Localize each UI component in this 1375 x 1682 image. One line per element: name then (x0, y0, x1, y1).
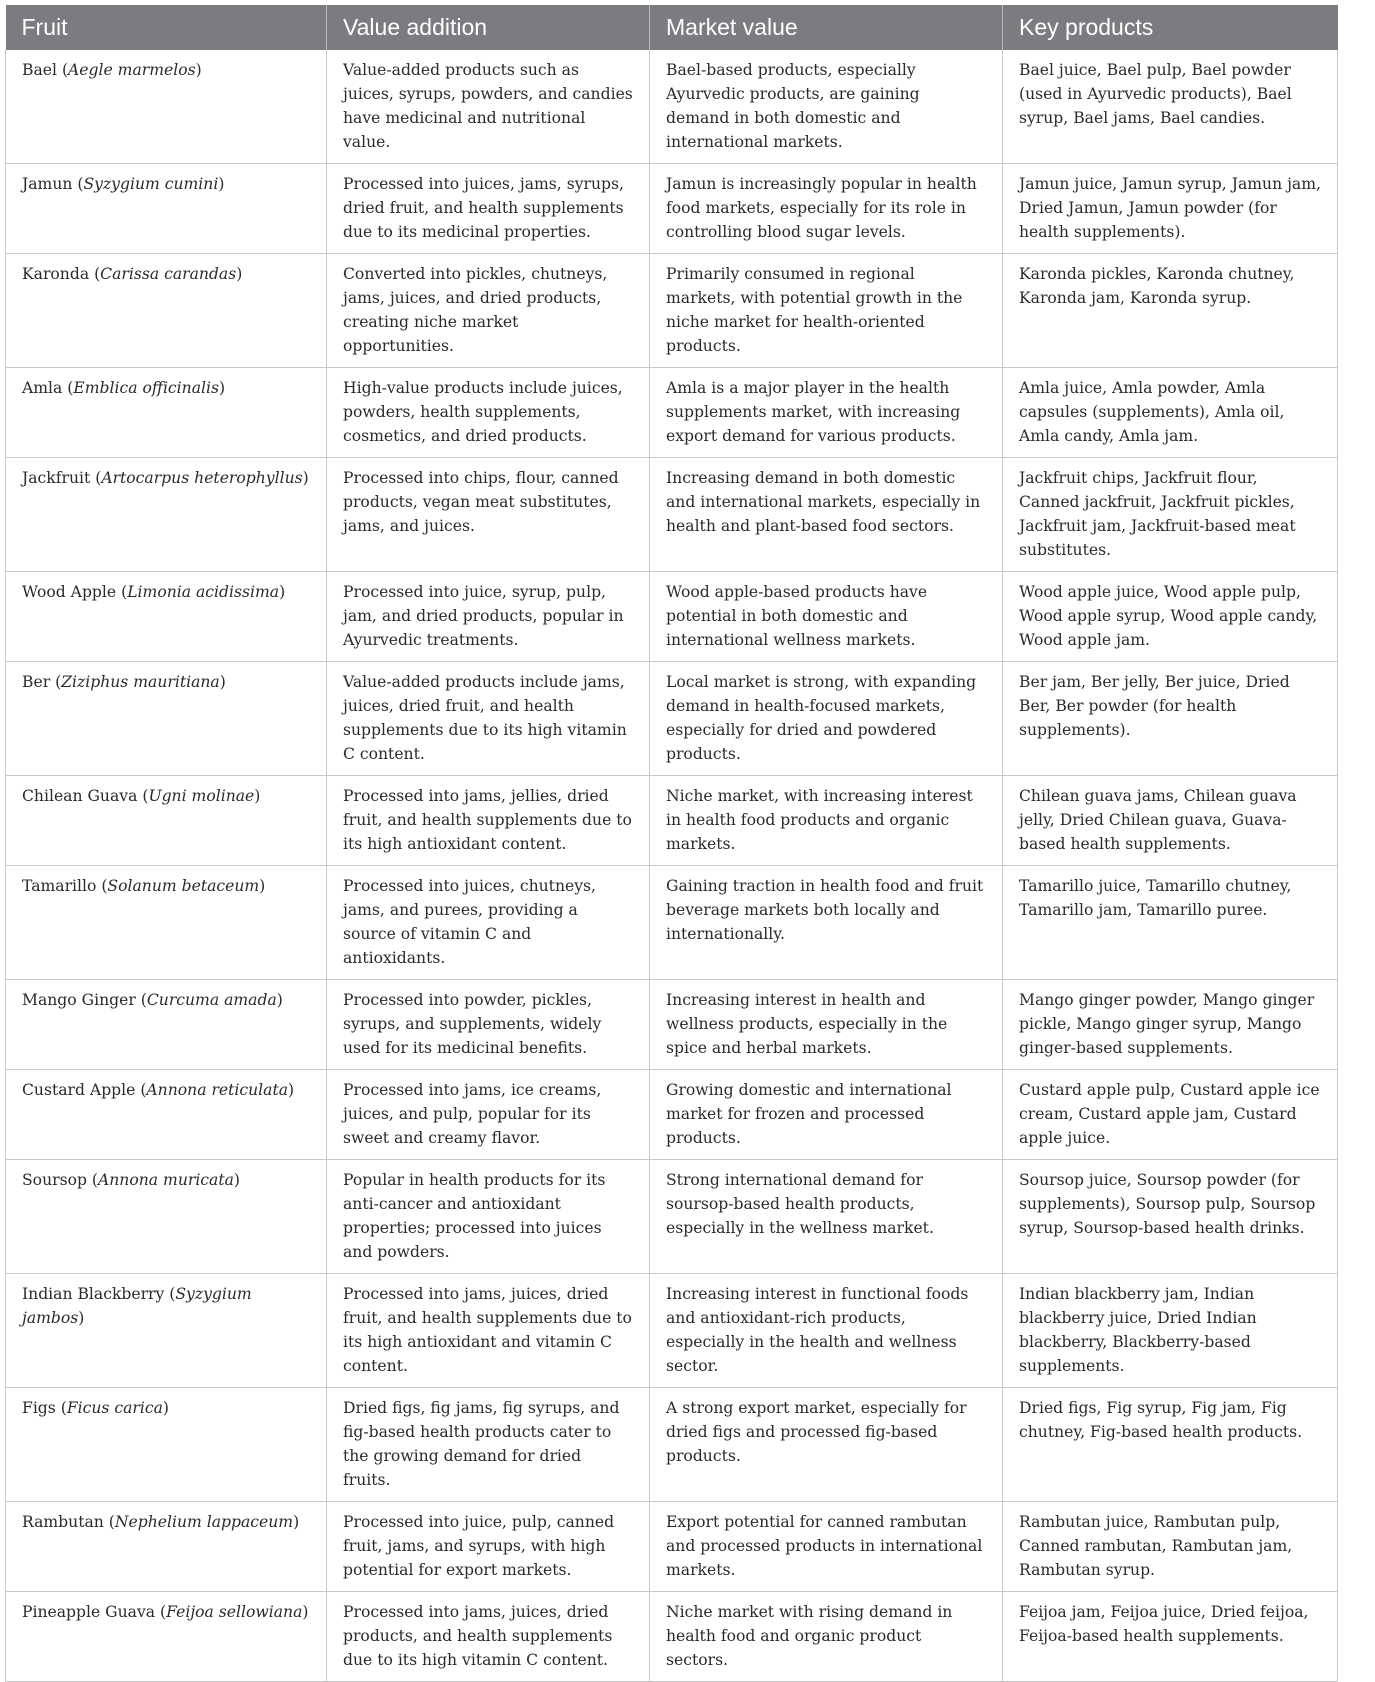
fruit-common-name: Mango Ginger (22, 991, 136, 1009)
fruit-cell: Amla (Emblica officinalis) (6, 368, 327, 458)
fruit-common-name: Pineapple Guava (22, 1603, 156, 1621)
market-value-cell: Amla is a major player in the health supplements market, with increasing export demand for various products. (650, 368, 1003, 458)
market-value-cell: A strong export market, especially for dried figs and processed fig-based products. (650, 1388, 1003, 1502)
fruit-common-name: Figs (22, 1399, 56, 1417)
header-market-value: Market value (650, 5, 1003, 50)
value-addition-cell: Processed into jams, juices, dried fruit, and health supplements due to its high antioxidant and vitamin C content. (327, 1274, 650, 1388)
value-addition-cell: Processed into jams, ice creams, juices, and pulp, popular for its sweet and creamy flavor. (327, 1070, 650, 1160)
value-addition-cell: Value-added products such as juices, syrups, powders, and candies have medicinal and nutritional value. (327, 50, 650, 164)
fruit-cell: Tamarillo (Solanum betaceum) (6, 866, 327, 980)
market-value-cell: Export potential for canned rambutan and processed products in international markets. (650, 1502, 1003, 1592)
market-value-cell: Wood apple-based products have potential in both domestic and international wellness markets. (650, 572, 1003, 662)
table-row (6, 1388, 1338, 1502)
market-value-cell: Local market is strong, with expanding demand in health-focused markets, especially for dried and powdered products. (650, 662, 1003, 776)
value-addition-cell: Processed into juice, pulp, canned fruit, jams, and syrups, with high potential for export markets. (327, 1502, 650, 1592)
table-row (6, 980, 1338, 1070)
fruit-common-name: Wood Apple (22, 583, 117, 601)
header-row (6, 5, 1338, 50)
key-products-cell: Karonda pickles, Karonda chutney, Karonda jam, Karonda syrup. (1003, 254, 1338, 368)
table-row (6, 50, 1338, 164)
fruit-common-name: Ber (22, 673, 51, 691)
fruit-scientific-name: Curcuma amada (146, 991, 277, 1009)
fruit-common-name: Amla (22, 379, 63, 397)
key-products-cell: Custard apple pulp, Custard apple ice cream, Custard apple jam, Custard apple juice. (1003, 1070, 1338, 1160)
table-row (6, 866, 1338, 980)
fruit-cell: Wood Apple (Limonia acidissima) (6, 572, 327, 662)
value-addition-cell: Processed into juice, syrup, pulp, jam, and dried products, popular in Ayurvedic treatments. (327, 572, 650, 662)
fruit-cell: Chilean Guava (Ugni molinae) (6, 776, 327, 866)
market-value-cell: Growing domestic and international market for frozen and processed products. (650, 1070, 1003, 1160)
value-addition-cell: Dried figs, fig jams, fig syrups, and fig-based health products cater to the growing demand for dried fruits. (327, 1388, 650, 1502)
fruit-common-name: Bael (22, 61, 57, 79)
key-products-cell: Jackfruit chips, Jackfruit flour, Canned jackfruit, Jackfruit pickles, Jackfruit jam, Jackfruit-based meat substitutes. (1003, 458, 1338, 572)
fruit-scientific-name: Limonia acidissima (127, 583, 280, 601)
market-value-cell: Increasing interest in functional foods and antioxidant-rich products, especially in the health and wellness sector. (650, 1274, 1003, 1388)
fruit-scientific-name: Annona reticulata (146, 1081, 289, 1099)
key-products-cell: Rambutan juice, Rambutan pulp, Canned rambutan, Rambutan jam, Rambutan syrup. (1003, 1502, 1338, 1592)
fruit-cell: Ber (Ziziphus mauritiana) (6, 662, 327, 776)
value-addition-cell: Processed into powder, pickles, syrups, and supplements, widely used for its medicinal benefits. (327, 980, 650, 1070)
market-value-cell: Strong international demand for soursop-based health products, especially in the wellness market. (650, 1160, 1003, 1274)
key-products-cell: Tamarillo juice, Tamarillo chutney, Tamarillo jam, Tamarillo puree. (1003, 866, 1338, 980)
key-products-cell: Ber jam, Ber jelly, Ber juice, Dried Ber, Ber powder (for health supplements). (1003, 662, 1338, 776)
key-products-cell: Mango ginger powder, Mango ginger pickle, Mango ginger syrup, Mango ginger-based supplements. (1003, 980, 1338, 1070)
fruit-common-name: Soursop (22, 1171, 87, 1189)
fruit-cell: Bael (Aegle marmelos) (6, 50, 327, 164)
fruit-common-name: Custard Apple (22, 1081, 136, 1099)
fruit-cell: Indian Blackberry (Syzygium jambos) (6, 1274, 327, 1388)
table-row (6, 1592, 1338, 1682)
value-addition-cell: Popular in health products for its anti-cancer and antioxidant properties; processed into juices and powders. (327, 1160, 650, 1274)
fruit-scientific-name: Solanum betaceum (107, 877, 260, 895)
fruit-cell: Jackfruit (Artocarpus heterophyllus) (6, 458, 327, 572)
fruit-common-name: Chilean Guava (22, 787, 138, 805)
key-products-cell: Dried figs, Fig syrup, Fig jam, Fig chutney, Fig-based health products. (1003, 1388, 1338, 1502)
fruit-scientific-name: Ficus carica (66, 1399, 163, 1417)
table-row (6, 1160, 1338, 1274)
fruit-cell: Custard Apple (Annona reticulata) (6, 1070, 327, 1160)
table-row (6, 662, 1338, 776)
fruit-cell: Pineapple Guava (Feijoa sellowiana) (6, 1592, 327, 1682)
value-addition-cell: High-value products include juices, powders, health supplements, cosmetics, and dried products. (327, 368, 650, 458)
fruit-value-table (5, 5, 1338, 1682)
table-row (6, 572, 1338, 662)
market-value-cell: Bael-based products, especially Ayurvedic products, are gaining demand in both domestic and international markets. (650, 50, 1003, 164)
value-addition-cell: Processed into jams, jellies, dried fruit, and health supplements due to its high antioxidant content. (327, 776, 650, 866)
fruit-scientific-name: Carissa carandas (100, 265, 237, 283)
key-products-cell: Wood apple juice, Wood apple pulp, Wood apple syrup, Wood apple candy, Wood apple jam. (1003, 572, 1338, 662)
fruit-common-name: Jamun (22, 175, 73, 193)
table-row (6, 458, 1338, 572)
market-value-cell: Primarily consumed in regional markets, with potential growth in the niche market for health-oriented products. (650, 254, 1003, 368)
value-addition-cell: Processed into chips, flour, canned products, vegan meat substitutes, jams, and juices. (327, 458, 650, 572)
fruit-scientific-name: Syzygium jambos (22, 1285, 252, 1327)
fruit-scientific-name: Ugni molinae (148, 787, 255, 805)
fruit-scientific-name: Artocarpus heterophyllus (101, 469, 303, 487)
value-addition-cell: Converted into pickles, chutneys, jams, juices, and dried products, creating niche market opportunities. (327, 254, 650, 368)
table-row (6, 368, 1338, 458)
table-row (6, 776, 1338, 866)
key-products-cell: Feijoa jam, Feijoa juice, Dried feijoa, Feijoa-based health supplements. (1003, 1592, 1338, 1682)
key-products-cell: Bael juice, Bael pulp, Bael powder (used in Ayurvedic products), Bael syrup, Bael jams, Bael candies. (1003, 50, 1338, 164)
market-value-cell: Jamun is increasingly popular in health food markets, especially for its role in controlling blood sugar levels. (650, 164, 1003, 254)
key-products-cell: Jamun juice, Jamun syrup, Jamun jam, Dried Jamun, Jamun powder (for health supplements). (1003, 164, 1338, 254)
fruit-scientific-name: Feijoa sellowiana (166, 1603, 303, 1621)
header-value-addition: Value addition (327, 5, 650, 50)
key-products-cell: Amla juice, Amla powder, Amla capsules (supplements), Amla oil, Amla candy, Amla jam. (1003, 368, 1338, 458)
fruit-value-table-container (5, 5, 1337, 1682)
table-body (6, 50, 1338, 1682)
value-addition-cell: Processed into juices, jams, syrups, dried fruit, and health supplements due to its medicinal properties. (327, 164, 650, 254)
table-row (6, 1070, 1338, 1160)
fruit-common-name: Indian Blackberry (22, 1285, 165, 1303)
table-header (6, 5, 1338, 50)
fruit-scientific-name: Aegle marmelos (68, 61, 196, 79)
market-value-cell: Gaining traction in health food and fruit beverage markets both locally and internationally. (650, 866, 1003, 980)
fruit-cell: Jamun (Syzygium cumini) (6, 164, 327, 254)
market-value-cell: Niche market, with increasing interest in health food products and organic markets. (650, 776, 1003, 866)
key-products-cell: Soursop juice, Soursop powder (for supplements), Soursop pulp, Soursop syrup, Soursop-based health drinks. (1003, 1160, 1338, 1274)
header-key-products: Key products (1003, 5, 1338, 50)
key-products-cell: Indian blackberry jam, Indian blackberry juice, Dried Indian blackberry, Blackberry-based supplements. (1003, 1274, 1338, 1388)
fruit-cell: Soursop (Annona muricata) (6, 1160, 327, 1274)
fruit-cell: Rambutan (Nephelium lappaceum) (6, 1502, 327, 1592)
fruit-cell: Karonda (Carissa carandas) (6, 254, 327, 368)
market-value-cell: Increasing demand in both domestic and international markets, especially in health and plant-based food sectors. (650, 458, 1003, 572)
table-row (6, 1502, 1338, 1592)
fruit-cell: Figs (Ficus carica) (6, 1388, 327, 1502)
value-addition-cell: Processed into jams, juices, dried products, and health supplements due to its high vitamin C content. (327, 1592, 650, 1682)
table-row (6, 1274, 1338, 1388)
fruit-common-name: Tamarillo (22, 877, 97, 895)
value-addition-cell: Processed into juices, chutneys, jams, and purees, providing a source of vitamin C and antioxidants. (327, 866, 650, 980)
fruit-common-name: Jackfruit (22, 469, 91, 487)
market-value-cell: Increasing interest in health and wellness products, especially in the spice and herbal markets. (650, 980, 1003, 1070)
table-row (6, 164, 1338, 254)
fruit-scientific-name: Nephelium lappaceum (114, 1513, 294, 1531)
fruit-common-name: Karonda (22, 265, 90, 283)
table-row (6, 254, 1338, 368)
fruit-cell: Mango Ginger (Curcuma amada) (6, 980, 327, 1070)
header-fruit: Fruit (6, 5, 327, 50)
fruit-scientific-name: Ziziphus mauritiana (61, 673, 220, 691)
fruit-scientific-name: Emblica officinalis (73, 379, 219, 397)
fruit-scientific-name: Annona muricata (98, 1171, 234, 1189)
fruit-common-name: Rambutan (22, 1513, 104, 1531)
value-addition-cell: Value-added products include jams, juices, dried fruit, and health supplements due to its high vitamin C content. (327, 662, 650, 776)
fruit-scientific-name: Syzygium cumini (83, 175, 219, 193)
market-value-cell: Niche market with rising demand in health food and organic product sectors. (650, 1592, 1003, 1682)
key-products-cell: Chilean guava jams, Chilean guava jelly, Dried Chilean guava, Guava-based health supplements. (1003, 776, 1338, 866)
